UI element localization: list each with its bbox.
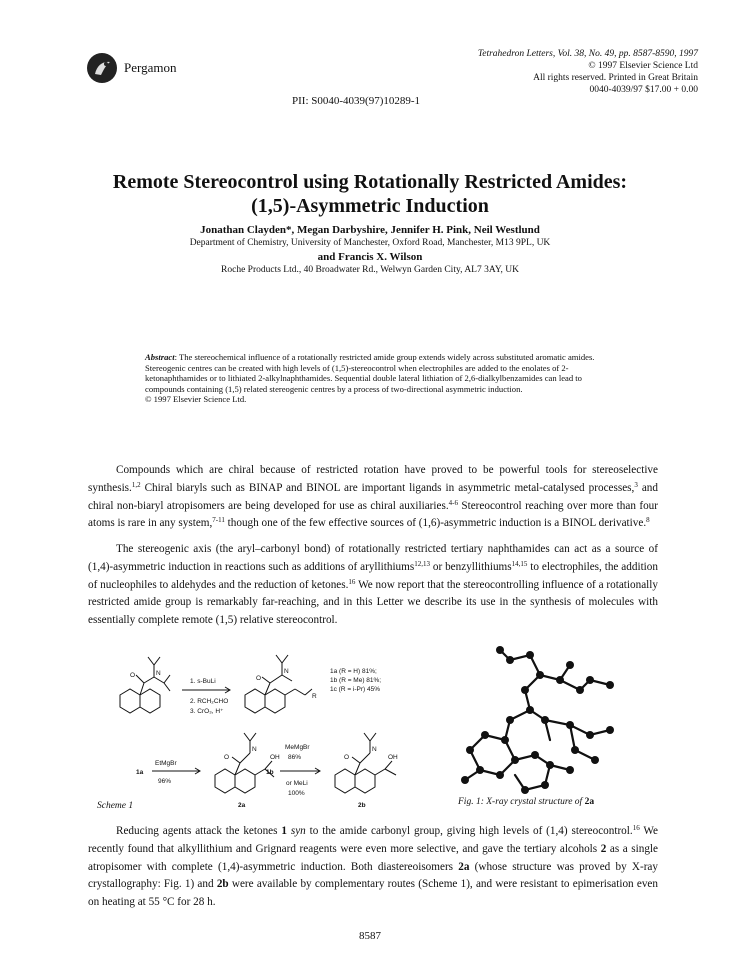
scheme-1-diagram [100, 645, 410, 815]
ref-sup: 16 [348, 577, 356, 586]
scheme-n-label: N [372, 746, 377, 753]
scheme-o-label: O [130, 672, 136, 679]
issn-line: 0040-4039/97 $17.00 + 0.00 [589, 85, 698, 95]
ref-sup: 1,2 [131, 480, 141, 489]
xray-structure-figure [450, 640, 630, 800]
scheme-memgbr: MeMgBr [285, 744, 310, 751]
scheme-n-label: N [156, 670, 161, 677]
page-number: 8587 [359, 930, 381, 942]
ref-sup: 14,15 [511, 559, 528, 568]
ref-sup: 3 [634, 480, 638, 489]
scheme-o-label: O [256, 675, 262, 682]
scheme-o-label: O [224, 754, 230, 761]
scheme-label: Scheme 1 [97, 801, 134, 811]
pergamon-logo-icon [86, 52, 118, 84]
scheme-step-3: 3. CrO₃, H⁺ [190, 708, 224, 715]
scheme-oh-label: OH [388, 754, 398, 761]
para3-text-4: as a single atropisomer with complete (1,4)-asymmetric induction. Both diastereoisomers [88, 842, 658, 873]
para1-text-3: and chiral non-biaryl atropisomers are being developed for use as chiral auxiliaries. [88, 481, 658, 512]
para2-text-4: We now report that the stereocontrolling influence of a rotationally restricted amide group is remarkably far-reaching, and in this Letter we describe its use in the synthesis of molecules with essentially complete remote (1,5) relative stereocontrol. [88, 578, 658, 627]
scheme-cmpd-1a: 1a [136, 769, 144, 776]
para1-text-4: Stereocontrol reaching over more than four atoms is rare in any system, [88, 499, 658, 530]
compound-ref: 2 [600, 842, 607, 855]
title-line-1: Remote Stereocontrol using Rotationally Restricted Amides: [112, 171, 628, 193]
journal-info [478, 48, 698, 96]
para3-text-2: to the amide carbonyl group, giving high levels of (1,4) stereocontrol. [305, 825, 633, 837]
pii-line: PII: S0040-4039(97)10289-1 [292, 95, 421, 107]
figure-caption-compound: 2a [584, 797, 595, 807]
scheme-yield-86: 86% [288, 754, 302, 761]
para2-text-1: The stereogenic axis (the aryl–carbonyl bond) of rotationally restricted tertiary naphthamides can act as a source of (1,4)-asymmetric induction in reactions such as additions of aryllithiums [88, 543, 658, 573]
ref-sup: 7-11 [212, 516, 225, 525]
para2-text-2: or benzyllithiums [429, 560, 512, 573]
scheme-result-1b: 1b (R = Me) 81%; [330, 677, 382, 684]
para1-text-5: though one of the few effective sources of (1,6)-asymmetric induction is a BINOL derivative. [224, 517, 647, 530]
ref-sup: 12,13 [414, 559, 430, 568]
para2-text-3: to electrophiles, the addition of nucleophiles to aldehydes and the reduction of ketones. [88, 560, 658, 591]
abstract [145, 352, 600, 405]
rights-line: All rights reserved. Printed in Great Britain [533, 73, 698, 83]
paragraph-1 [88, 462, 658, 533]
scheme-o-label: O [344, 754, 350, 761]
scheme-cmpd-2b: 2b [358, 802, 366, 809]
para3-italic: syn [290, 825, 306, 837]
para1-text-1: Compounds which are chiral because of restricted rotation have proved to be powerful tools for stereoselective synthesis. [88, 464, 658, 494]
title-line-2: (1,5)-Asymmetric Induction [251, 195, 489, 217]
scheme-cmpd-1b: 1b [266, 769, 274, 776]
scheme-ormeli: or MeLi [286, 780, 308, 787]
copyright-line: © 1997 Elsevier Science Ltd [588, 61, 698, 71]
scheme-result-1a: 1a (R = H) 81%; [330, 668, 377, 675]
scheme-result-1c: 1c (R = i-Pr) 45% [330, 686, 381, 693]
scheme-yield-100: 100% [288, 790, 305, 797]
journal-line: Tetrahedron Letters, Vol. 38, No. 49, pp. 8587-8590, 1997 [477, 49, 698, 59]
scheme-step-2: 2. RCH₂CHO [190, 698, 229, 705]
para3-text-3: We recently found that alkyllithium and Grignard reagents were even more selective, and gave the tertiary alcohols [88, 825, 658, 855]
ref-sup: 16 [632, 824, 640, 832]
abstract-copyright: © 1997 Elsevier Science Ltd. [145, 394, 247, 405]
para3-text-6: were available by complementary routes (Scheme 1), and were resistant to epimerisation even on heating at 55 °C for 28 h. [88, 878, 658, 909]
article-title [40, 170, 700, 218]
para3-text-1: Reducing agents attack the ketones [116, 825, 282, 837]
author-list: Jonathan Clayden*, Megan Darbyshire, Jennifer H. Pink, Neil Westlund [200, 224, 540, 236]
compound-ref: 1 [281, 825, 287, 837]
affiliation-2: Roche Products Ltd., 40 Broadwater Rd., Welwyn Garden City, AL7 3AY, UK [221, 265, 519, 275]
abstract-label: Abstract [145, 352, 175, 362]
publisher-name: Pergamon [124, 60, 177, 75]
paragraph-3 [88, 823, 658, 912]
scheme-r-label: R [312, 693, 317, 700]
scheme-yield-96: 96% [158, 778, 172, 785]
compound-ref: 2a [458, 860, 470, 873]
paragraph-2 [88, 541, 658, 630]
figure-caption [458, 797, 594, 807]
scheme-oh-label: OH [270, 754, 280, 761]
ref-sup: 8 [646, 516, 650, 525]
ref-sup: 4-6 [448, 498, 458, 507]
scheme-step-1: 1. s-BuLi [190, 678, 216, 685]
scheme-cmpd-2a: 2a [238, 802, 246, 809]
additional-author: and Francis X. Wilson [317, 251, 423, 263]
para3-text-5: (whose structure was proved by X-ray crystallography: Fig. 1) and [88, 860, 658, 891]
compound-ref: 2b [216, 878, 229, 891]
affiliation-1: Department of Chemistry, University of Manchester, Oxford Road, Manchester, M13 9PL, UK [189, 238, 551, 248]
scheme-n-label: N [252, 746, 257, 753]
para1-text-2: Chiral biaryls such as BINAP and BINOL are important ligands in asymmetric metal-catalysed processes, [140, 481, 635, 494]
abstract-text: : The stereochemical influence of a rotationally restricted amide group extends widely across substituted aromatic amides. Stereogenic centres can be created with high levels of (1,5)-stereocontrol when electrophiles are added to the enolates of 2-ketonaphthamides or to lithiated 2-alkylnaphthamides. Sequential double lateral lithiation of 2,6-dialkylbenzamides can lead to compounds containing (1,5) related stereogenic centres by a process of two-directional asymmetric induction. [145, 352, 595, 394]
figure-caption-text: Fig. 1: X-ray crystal structure of [458, 797, 585, 807]
scheme-etmgbr: EtMgBr [155, 760, 177, 767]
scheme-n-label: N [284, 668, 289, 675]
